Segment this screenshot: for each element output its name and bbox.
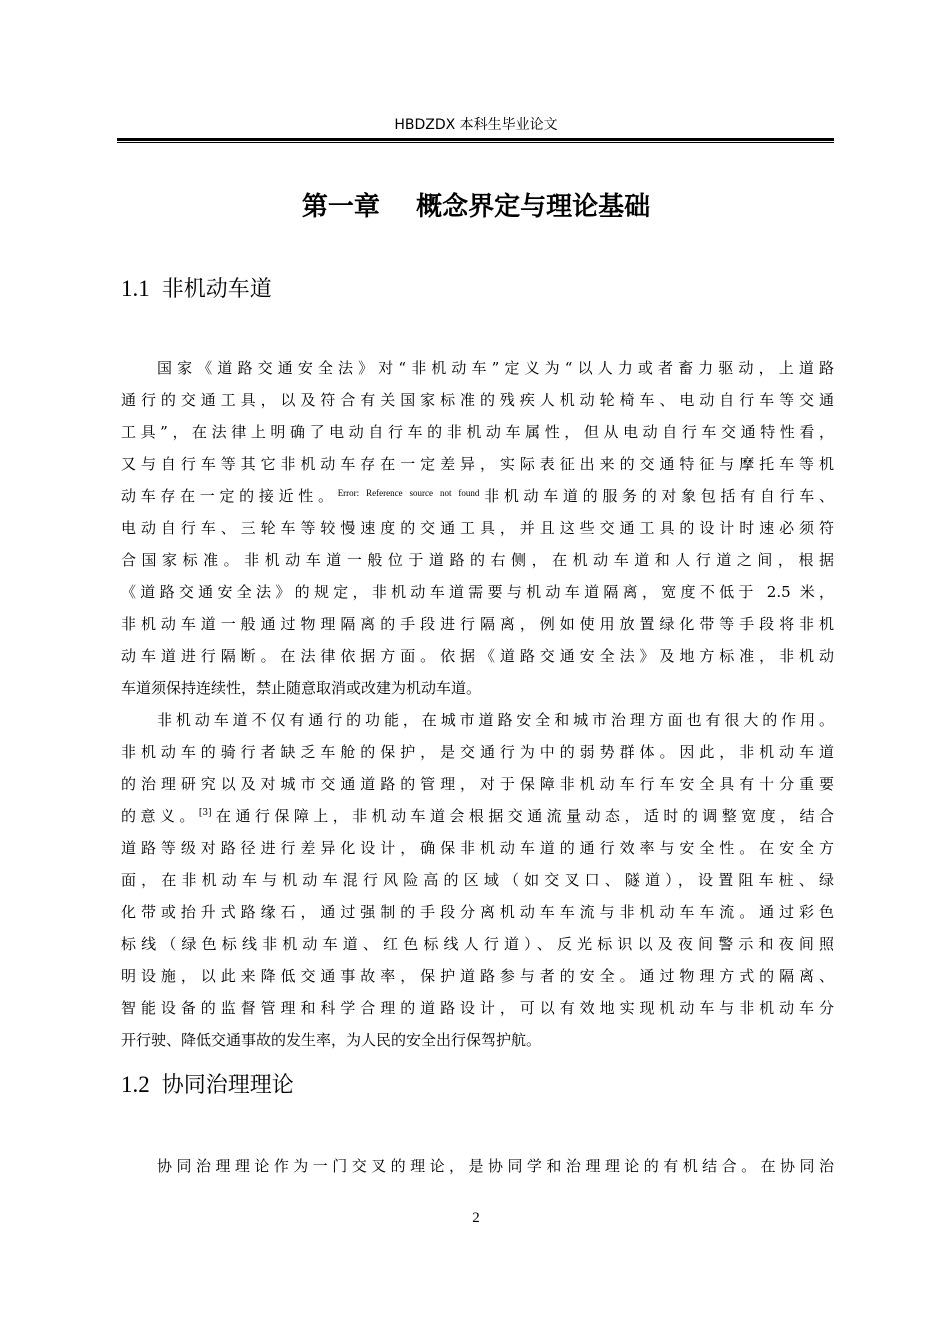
- page-number: 2: [472, 1210, 480, 1226]
- text-line: 道路等级对路径进行差异化设计，确保非机动车道的通行效率与安全性。在安全方: [121, 839, 834, 857]
- text-line: 化带或抬升式路缘石，通过强制的手段分离机动车车流与非机动车车流。通过彩色: [121, 903, 834, 921]
- text-line: 车道须保持连续性，禁止随意取消或改建为机动车道。: [121, 679, 482, 697]
- section-heading-1-2: [121, 1070, 294, 1101]
- text-line: [121, 800, 834, 832]
- header-rule-thick: [117, 138, 834, 141]
- citation-superscript: [3]: [198, 808, 212, 818]
- text-line: [121, 480, 834, 512]
- text-line: 工具”，在法律上明确了电动自行车的非机动车属性，但从电动自行车交通特性看，: [121, 423, 834, 441]
- text-line: 非机动车道不仅有通行的功能，在城市道路安全和城市治理方面也有很大的作用。: [157, 711, 834, 729]
- header-rule-thin: [117, 142, 834, 143]
- text-line: 电动自行车、三轮车等较慢速度的交通工具，并且这些交通工具的设计时速必须符: [121, 519, 834, 537]
- text-line: 国家《道路交通安全法》对“非机动车”定义为“以人力或者畜力驱动，上道路: [157, 359, 834, 377]
- text-line: 非机动车的骑行者缺乏车舱的保护，是交通行为中的弱势群体。因此，非机动车道: [121, 743, 834, 761]
- section-heading-1-1: [121, 274, 272, 305]
- section-number: 1.1: [121, 276, 150, 301]
- text-line: 动车道进行隔断。在法律依据方面。依据《道路交通安全法》及地方标准，非机动: [121, 647, 834, 665]
- text-line: 面，在非机动车与机动车混行风险高的区域（如交叉口、隧道），设置阻车桩、绿: [121, 871, 834, 889]
- reference-error: Error: Reference source not found: [337, 488, 480, 498]
- text-line: 通行的交通工具，以及符合有关国家标准的残疾人机动轮椅车、电动自行车等交通: [121, 391, 834, 409]
- text-line: 协同治理理论作为一门交叉的理论，是协同学和治理理论的有机结合。在协同治: [157, 1157, 834, 1175]
- text-line: 的治理研究以及对城市交通道路的管理，对于保障非机动车行车安全具有十分重要: [121, 775, 834, 793]
- text-line: 《道路交通安全法》的规定，非机动车道需要与机动车道隔离，宽度不低于 2.5 米，: [121, 583, 834, 601]
- text-span: 动车存在一定的接近性。: [121, 487, 338, 505]
- section-number: 1.2: [121, 1072, 150, 1097]
- section-1-1-paragraph-1: [121, 352, 834, 704]
- text-span: 非机动车道的服务的对象包括有自行车、: [479, 487, 834, 505]
- chapter-title: 第一章 概念界定与理论基础: [301, 192, 651, 222]
- text-line: 智能设备的监督管理和科学合理的道路设计，可以有效地实现机动车与非机动车分: [121, 999, 834, 1017]
- text-line: 合国家标准。非机动车道一般位于道路的右侧，在机动车道和人行道之间，根据: [121, 551, 834, 569]
- text-span: 在通行保障上，非机动车道会根据交通流量动态，适时的调整宽度，结合: [211, 807, 834, 825]
- section-title: 协同治理理论: [161, 1073, 294, 1098]
- section-1-2-paragraph-1: [121, 1150, 834, 1182]
- text-line: 又与自行车等其它非机动车存在一定差异，实际表征出来的交通特征与摩托车等机: [121, 455, 834, 473]
- text-line: 标线（绿色标线非机动车道、红色标线人行道）、反光标识以及夜间警示和夜间照: [121, 935, 834, 953]
- text-line: 明设施，以此来降低交通事故率，保护道路参与者的安全。通过物理方式的隔离、: [121, 967, 834, 985]
- section-title: 非机动车道: [161, 277, 272, 302]
- page-header: HBDZDX 本科生毕业论文: [394, 117, 558, 133]
- text-line: 开行驶、降低交通事故的发生率，为人民的安全出行保驾护航。: [121, 1031, 542, 1049]
- text-line: 非机动车道一般通过物理隔离的手段进行隔离，例如使用放置绿化带等手段将非机: [121, 615, 834, 633]
- section-1-1-paragraph-2: [121, 704, 834, 1056]
- text-span: 的意义。: [121, 807, 199, 825]
